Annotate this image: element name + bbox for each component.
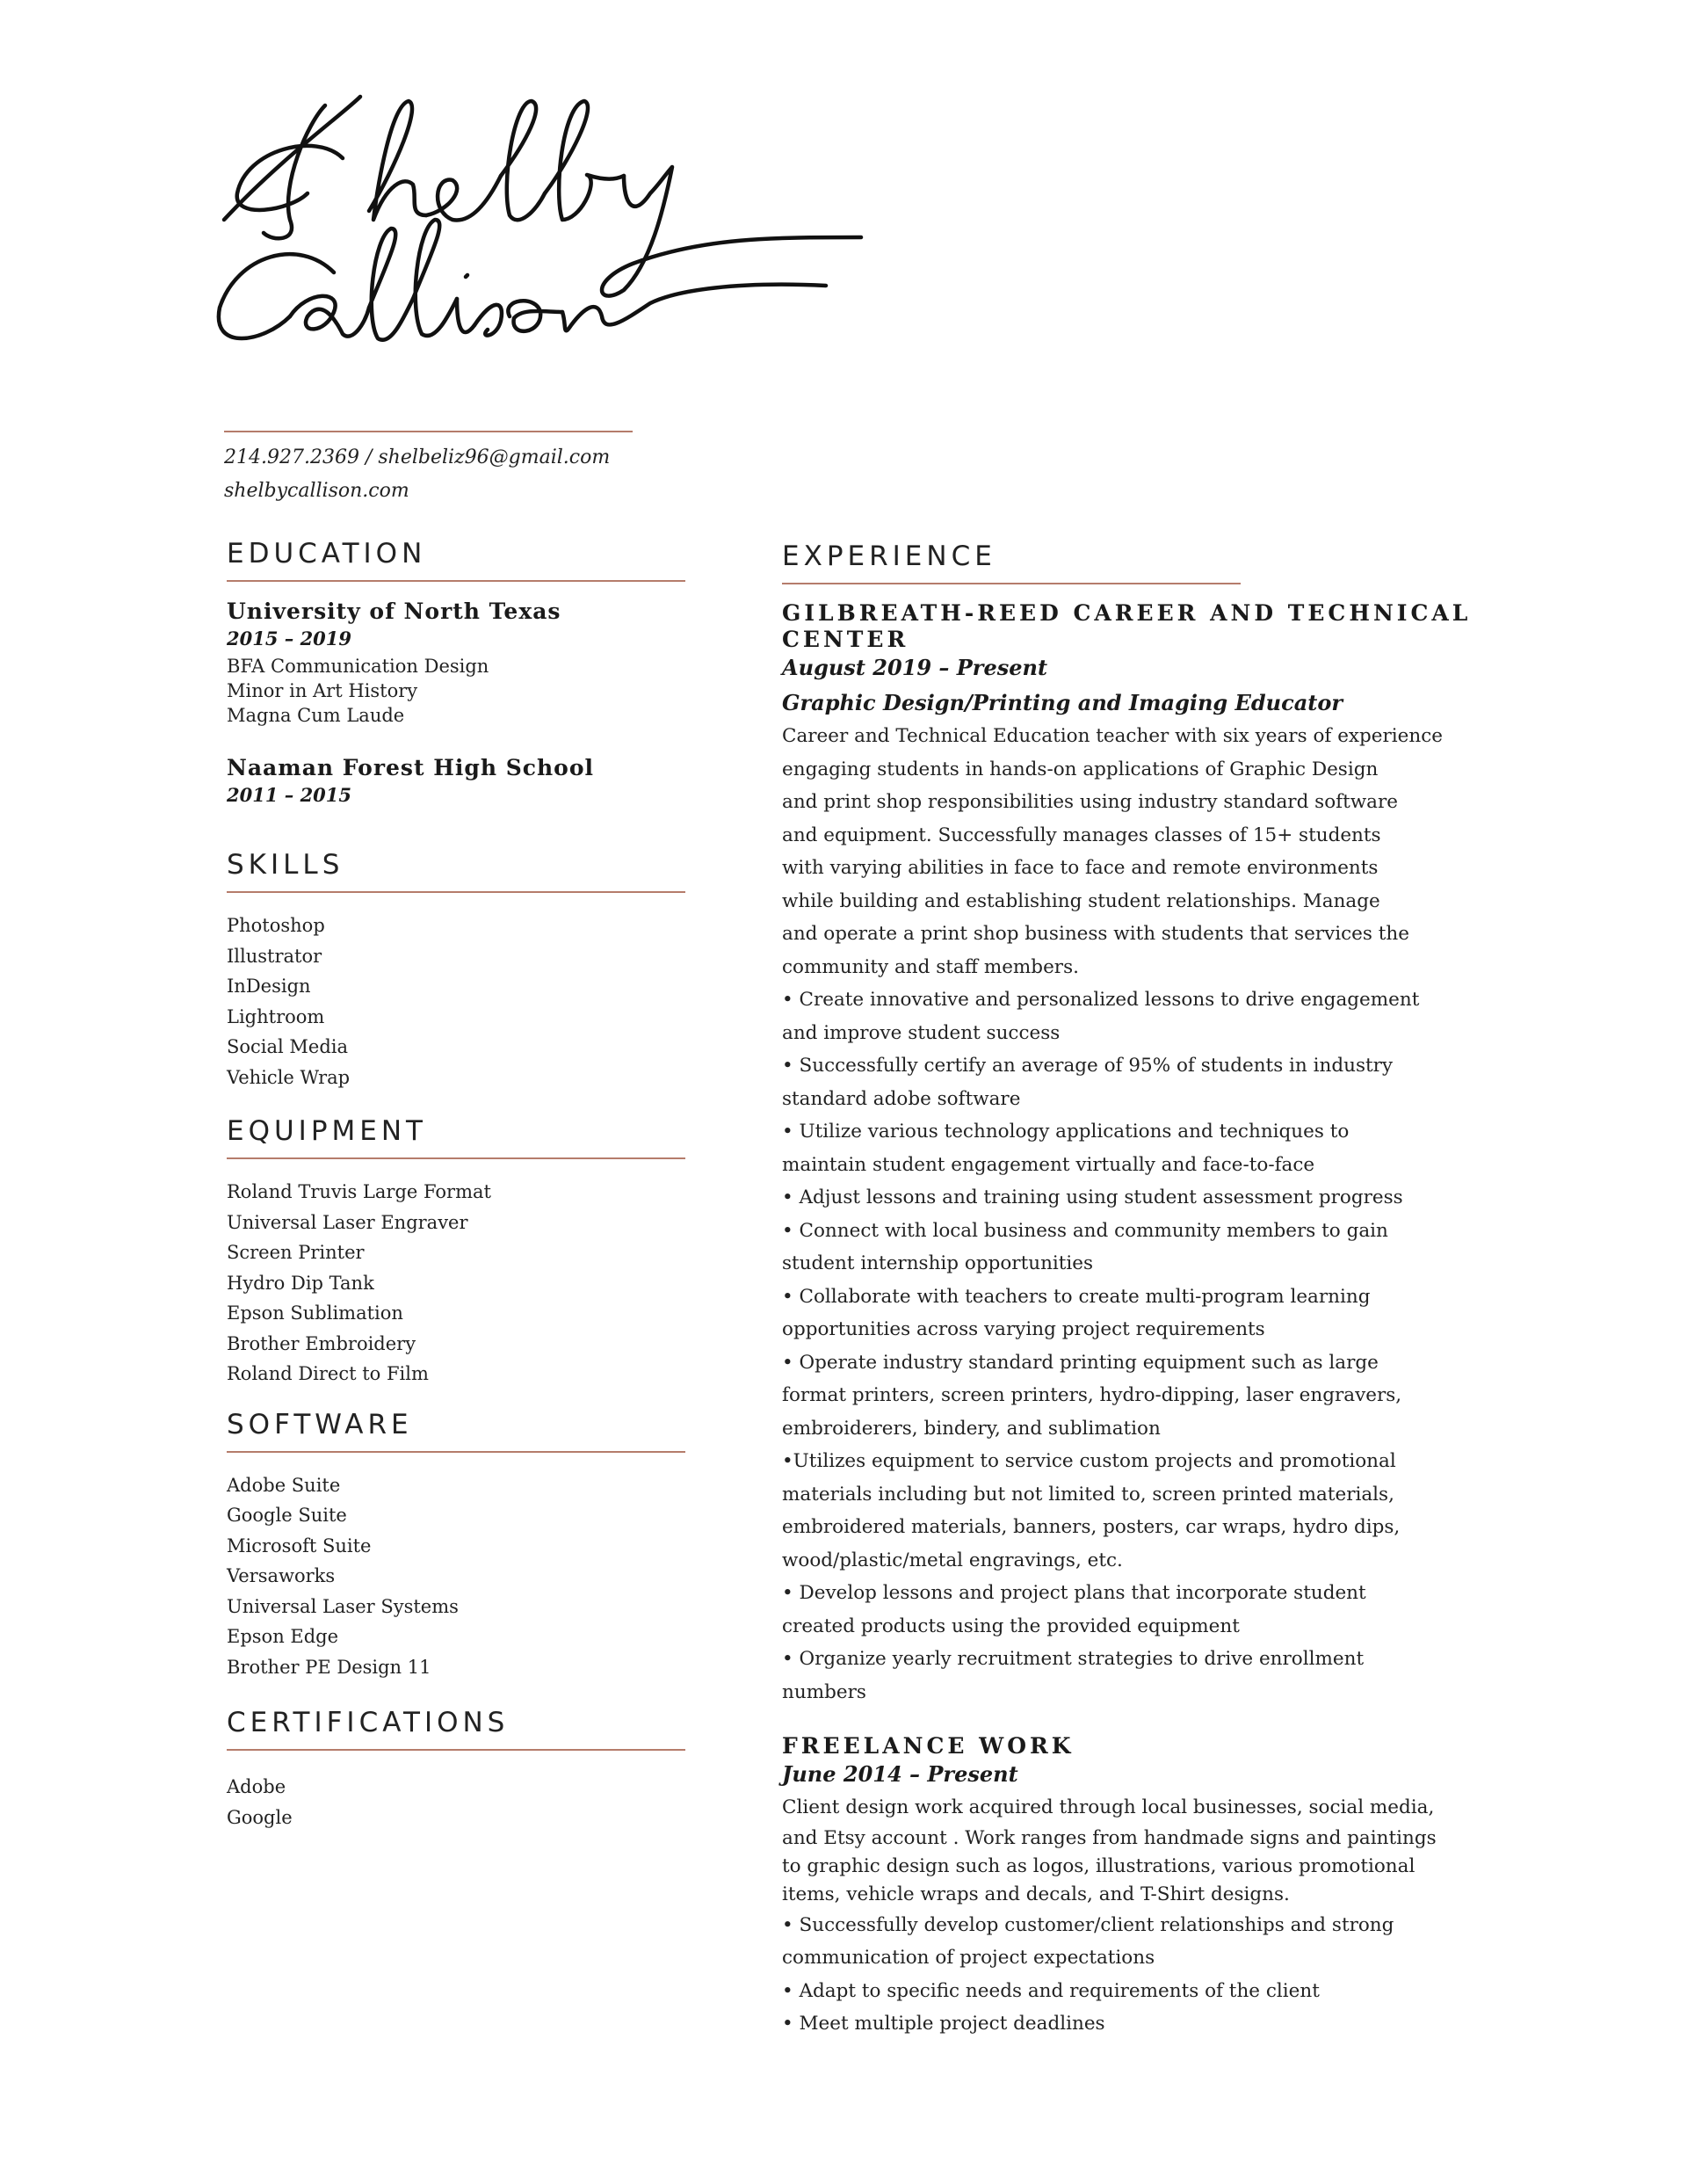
school-detail: Magna Cum Laude [227,705,405,726]
text-line: • Collaborate with teachers to create multi-program learning [782,1285,1371,1308]
list-item: Microsoft Suite [227,1535,372,1556]
experience-heading: EXPERIENCE [782,539,1241,584]
text-line: format printers, screen printers, hydro-dipping, laser engravers, [782,1384,1402,1406]
left-column [227,536,685,1832]
text-line: items, vehicle wraps and decals, and T-Shirt designs. [782,1883,1290,1905]
list-item: Photoshop [227,915,325,936]
text-line: standard adobe software [782,1087,1021,1110]
list-item: Google [227,1806,293,1828]
list-item: Illustrator [227,945,322,967]
text-line: embroidered materials, banners, posters, car wraps, hydro dips, [782,1516,1401,1538]
list-item: Roland Direct to Film [227,1363,429,1384]
skills-list [227,911,685,1092]
text-line: Client design work acquired through local businesses, social media, [782,1796,1435,1818]
list-item: Screen Printer [227,1242,365,1263]
school-name: University of North Texas [227,599,561,624]
list-item: Brother Embroidery [227,1332,416,1354]
text-line: opportunities across varying project requirements [782,1318,1265,1340]
text-line: • Develop lessons and project plans that incorporate student [782,1582,1366,1604]
school-name: Naaman Forest High School [227,755,595,780]
text-line: embroiderers, bindery, and sublimation [782,1417,1161,1440]
text-line: and operate a print shop business with students that services the [782,923,1409,945]
list-item: Roland Truvis Large Format [227,1181,491,1202]
list-item: Universal Laser Systems [227,1595,459,1617]
text-line: with varying abilities in face to face and remote environments [782,857,1379,879]
certifications-heading: CERTIFICATIONS [227,1705,685,1751]
text-line: wood/plastic/metal engravings, etc. [782,1549,1123,1571]
text-line: • Adapt to specific needs and requirements of the client [782,1979,1320,2002]
signature-logo [211,88,1037,404]
list-item: Epson Sublimation [227,1302,403,1324]
text-line: • Connect with local business and community members to gain [782,1219,1388,1242]
right-column [782,539,1485,2041]
contact-block [224,441,610,508]
equipment-list [227,1177,685,1389]
school-detail: BFA Communication Design [227,656,489,677]
text-line: and improve student success [782,1021,1061,1044]
text-line: communication of project expectations [782,1947,1155,1969]
text-line: • Operate industry standard printing equipment such as large [782,1351,1379,1374]
list-item: Universal Laser Engraver [227,1211,468,1233]
list-item: InDesign [227,976,311,997]
contact-phone-email: 214.927.2369 / shelbeliz96@gmail.com [224,446,611,468]
contact-website[interactable]: shelbycallison.com [224,480,409,502]
education-heading: EDUCATION [227,536,685,582]
list-item: Vehicle Wrap [227,1066,351,1088]
text-line: • Successfully develop customer/client relationships and strong [782,1913,1394,1936]
job-description [782,1791,1485,2041]
job-org: CENTER [782,627,909,652]
list-item: Epson Edge [227,1626,339,1647]
list-item: Brother PE Design 11 [227,1656,431,1678]
text-line: created products using the provided equipment [782,1614,1240,1637]
list-item: Adobe [227,1776,286,1797]
software-list [227,1470,685,1683]
text-line: materials including but not limited to, screen printed materials, [782,1483,1394,1506]
list-item: Google Suite [227,1505,347,1526]
text-line: to graphic design such as logos, illustrations, various promotional [782,1854,1415,1877]
text-line: engaging students in hands-on applications of Graphic Design [782,758,1379,780]
skills-heading: SKILLS [227,847,685,893]
job-dates: June 2014 – Present [782,1761,1018,1787]
text-line: and print shop responsibilities using industry standard software [782,791,1398,813]
text-line: numbers [782,1680,866,1703]
text-line: • Meet multiple project deadlines [782,2013,1105,2035]
text-line: maintain student engagement virtually and face-to-face [782,1153,1315,1176]
text-line: • Create innovative and personalized lessons to drive engagement [782,989,1420,1011]
text-line: and Etsy account . Work ranges from handmade signs and paintings [782,1826,1437,1849]
text-line: • Utilize various technology applications and techniques to [782,1121,1350,1143]
text-line: student internship opportunities [782,1252,1094,1274]
text-line: • Successfully certify an average of 95% of students in industry [782,1055,1394,1077]
list-item: Adobe Suite [227,1474,341,1496]
text-line: • Organize yearly recruitment strategies to drive enrollment [782,1648,1365,1670]
list-item: Hydro Dip Tank [227,1272,374,1294]
software-heading: SOFTWARE [227,1407,685,1453]
text-line: while building and establishing student relationships. Manage [782,889,1380,912]
list-item: Versaworks [227,1565,336,1586]
school-years: 2015 – 2019 [227,628,352,649]
equipment-heading: EQUIPMENT [227,1114,685,1159]
text-line: Career and Technical Education teacher with six years of experience [782,725,1444,747]
job-org: FREELANCE WORK [782,1733,1075,1759]
job-dates: August 2019 – Present [782,655,1048,680]
school-detail: Minor in Art History [227,680,418,701]
certifications-list [227,1772,685,1832]
text-line: •Utilizes equipment to service custom projects and promotional [782,1450,1396,1472]
school-years: 2011 – 2015 [227,784,352,806]
list-item: Lightroom [227,1005,325,1027]
list-item: Social Media [227,1036,349,1057]
text-line: • Adjust lessons and training using student assessment progress [782,1186,1403,1208]
job-description [782,720,1485,1709]
job-role: Graphic Design/Printing and Imaging Educator [782,690,1343,715]
text-line: community and staff members. [782,955,1079,978]
contact-divider [224,431,633,432]
text-line: and equipment. Successfully manages classes of 15+ students [782,824,1381,846]
job-org: GILBREATH-REED CAREER AND TECHNICAL [782,600,1472,626]
